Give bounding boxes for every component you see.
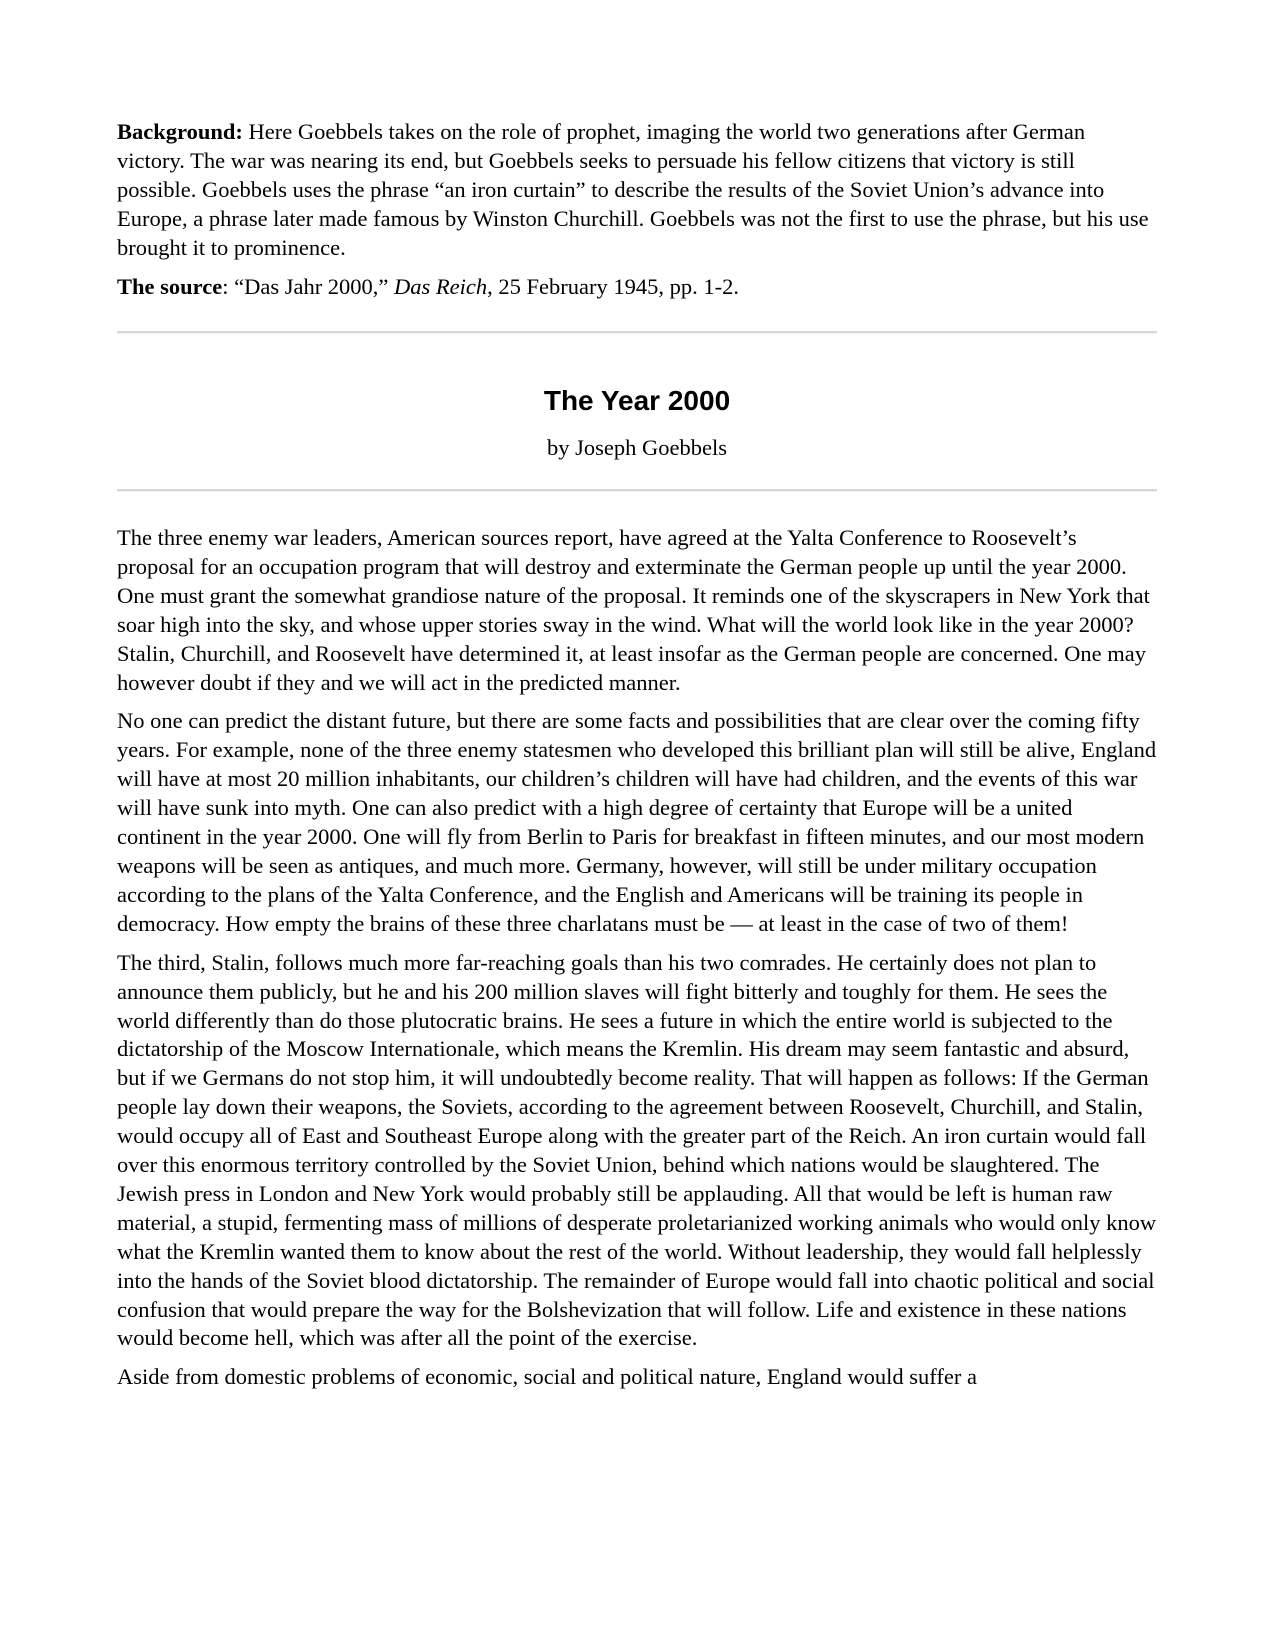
article-paragraph: The three enemy war leaders, American sources report, have agreed at the Yalta Conference to Roosevelt’s proposal for an occupation program that will destroy and exterminate the German people up until the year 2000. One must grant the somewhat grandiose nature of the proposal. It reminds one of the skyscrapers in New York that soar high into the sky, and whose upper stories sway in the wind. What will the world look like in the year 2000? Stalin, Churchill, and Roosevelt have determined it, at least insofar as the German people are concerned. One may however doubt if they and we will act in the predicted manner. [117,525,1150,695]
divider-top [117,331,1157,334]
article-paragraph: Aside from domestic problems of economic, social and political nature, England would suffer a [117,1364,977,1390]
background-paragraph [117,117,1157,262]
article-body [117,524,1157,1402]
source-publication: Das Reich [394,274,488,299]
background-label: Background: [117,119,243,144]
background-text: Here Goebbels takes on the role of prophet, imaging the world two generations after German victory. The war was nearing its end, but Goebbels seeks to persuade his fellow citizens that victory is still possible. Goebbels uses the phrase “an iron curtain” to describe the results of the Soviet Union’s advance into Europe, a phrase later made famous by Winston Churchill. Goebbels was not the first to use the phrase, but his use brought it to prominence. [117,119,1149,260]
source-citation [117,272,1157,301]
source-label: The source [117,274,223,299]
divider-bottom [117,489,1157,492]
article-paragraph: No one can predict the distant future, but there are some facts and possibilities that are clear over the coming fifty years. For example, none of the three enemy statesmen who developed this brilliant plan will still be alive, England will have at most 20 million inhabitants, our children’s children will have had children, and the events of this war will have sunk into myth. One can also predict with a high degree of certainty that Europe will be a united continent in the year 2000. One will fly from Berlin to Paris for breakfast in fifteen minutes, and our most modern weapons will be seen as antiques, and much more. Germany, however, will still be under military occupation according to the plans of the Yalta Conference, and the English and Americans will be training its people in democracy. How empty the brains of these three charlatans must be — at least in the case of two of them! [117,708,1157,936]
article-paragraph: The third, Stalin, follows much more far-reaching goals than his two comrades. He certainly does not plan to announce them publicly, but he and his 200 million slaves will fight bitterly and toughly for them. He sees the world differently than do those plutocratic brains. He sees a future in which the entire world is subjected to the dictatorship of the Moscow Internationale, which means the Kremlin. His dream may seem fantastic and absurd, but if we Germans do not stop him, it will undoubtedly become reality. That will happen as follows: If the German people lay down their weapons, the Soviets, according to the agreement between Roosevelt, Churchill, and Stalin, would occupy all of East and Southeast Europe along with the greater part of the Reich. An iron curtain would fall over this enormous territory controlled by the Soviet Union, behind which nations would be slaughtered. The Jewish press in London and New York would probably still be applauding. All that would be left is human raw material, a stupid, fermenting mass of millions of desperate proletarianized working animals who would only know what the Kremlin wanted them to know about the rest of the world. Without leadership, they would fall helplessly into the hands of the Soviet blood dictatorship. The remainder of Europe would fall into chaotic political and social confusion that would prepare the way for the Bolshevization that will follow. Life and existence in these nations would become hell, which was after all the point of the exercise. [117,949,1157,1351]
article-byline: by Joseph Goebbels [547,435,727,460]
intro-section [117,117,1157,301]
source-suffix: , 25 February 1945, pp. 1-2. [487,274,739,299]
article-title: The Year 2000 [543,385,731,416]
source-prefix: : “Das Jahr 2000,” [222,274,395,299]
